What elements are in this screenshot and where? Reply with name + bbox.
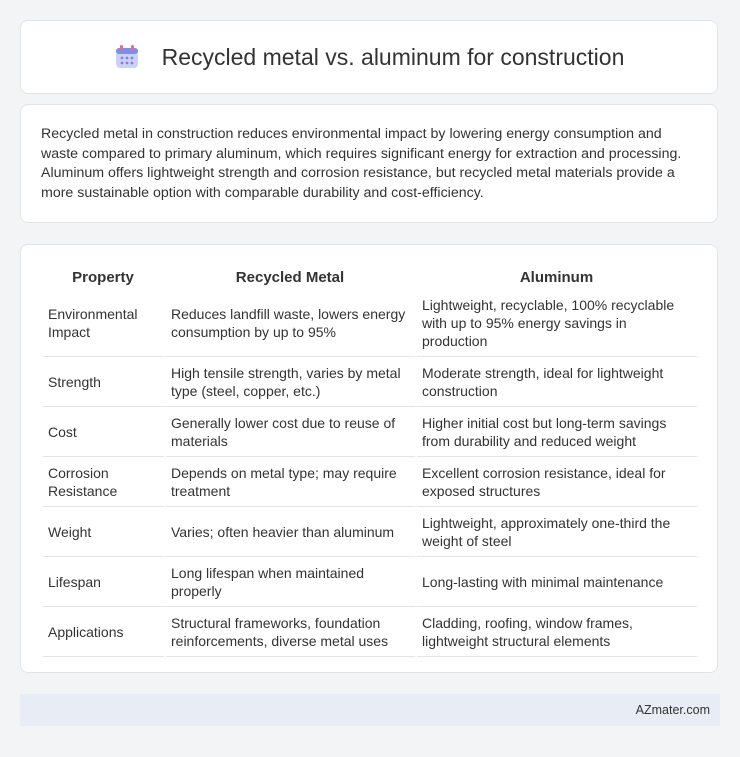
property-cell: Strength <box>43 357 166 407</box>
aluminum-cell: Cladding, roofing, window frames, lightweight structural elements <box>417 607 699 657</box>
table-row <box>43 457 699 507</box>
recycled-metal-cell: Varies; often heavier than aluminum <box>166 507 417 557</box>
recycled-metal-cell: High tensile strength, varies by metal type (steel, copper, etc.) <box>166 357 417 407</box>
aluminum-cell: Lightweight, approximately one-third the weight of steel <box>417 507 699 557</box>
aluminum-cell: Long-lasting with minimal maintenance <box>417 557 699 607</box>
aluminum-cell: Lightweight, recyclable, 100% recyclable with up to 95% energy savings in production <box>417 290 699 357</box>
recycled-metal-cell: Reduces landfill waste, lowers energy consumption by up to 95% <box>166 290 417 357</box>
comparison-table-card <box>20 244 718 673</box>
aluminum-cell: Higher initial cost but long-term savings from durability and reduced weight <box>417 407 699 457</box>
table-row <box>43 357 699 407</box>
column-header-aluminum: Aluminum <box>417 263 699 290</box>
column-header-recycled-metal: Recycled Metal <box>166 263 417 290</box>
page-title: Recycled metal vs. aluminum for construction <box>161 43 625 70</box>
footer <box>20 694 720 726</box>
property-cell: Environmental Impact <box>43 290 166 357</box>
recycled-metal-cell: Long lifespan when maintained properly <box>166 557 417 607</box>
recycled-metal-cell: Generally lower cost due to reuse of materials <box>166 407 417 457</box>
column-header-property: Property <box>43 263 166 290</box>
property-cell: Corrosion Resistance <box>43 457 166 507</box>
table-row <box>43 607 699 657</box>
table-row <box>43 557 699 607</box>
property-cell: Cost <box>43 407 166 457</box>
calendar-icon <box>114 44 140 70</box>
recycled-metal-cell: Depends on metal type; may require treatment <box>166 457 417 507</box>
intro-text: Recycled metal in construction reduces environmental impact by lowering energy consumption and waste compared to primary aluminum, which requires significant energy for extraction and processing. Aluminum offers lightweight strength and corrosion resistance, but recycled metal materials provide a more sustainable option with comparable durability and cost-efficiency. <box>41 126 682 201</box>
footer-site-link[interactable]: AZmater.com <box>635 703 710 717</box>
comparison-table <box>43 263 699 657</box>
aluminum-cell: Moderate strength, ideal for lightweight construction <box>417 357 699 407</box>
recycled-metal-cell: Structural frameworks, foundation reinforcements, diverse metal uses <box>166 607 417 657</box>
table-row <box>43 507 699 557</box>
table-row <box>43 290 699 357</box>
table-header-row <box>43 263 699 290</box>
intro-card <box>20 104 718 223</box>
table-row <box>43 407 699 457</box>
property-cell: Lifespan <box>43 557 166 607</box>
property-cell: Weight <box>43 507 166 557</box>
title-card <box>20 20 718 94</box>
property-cell: Applications <box>43 607 166 657</box>
aluminum-cell: Excellent corrosion resistance, ideal for exposed structures <box>417 457 699 507</box>
